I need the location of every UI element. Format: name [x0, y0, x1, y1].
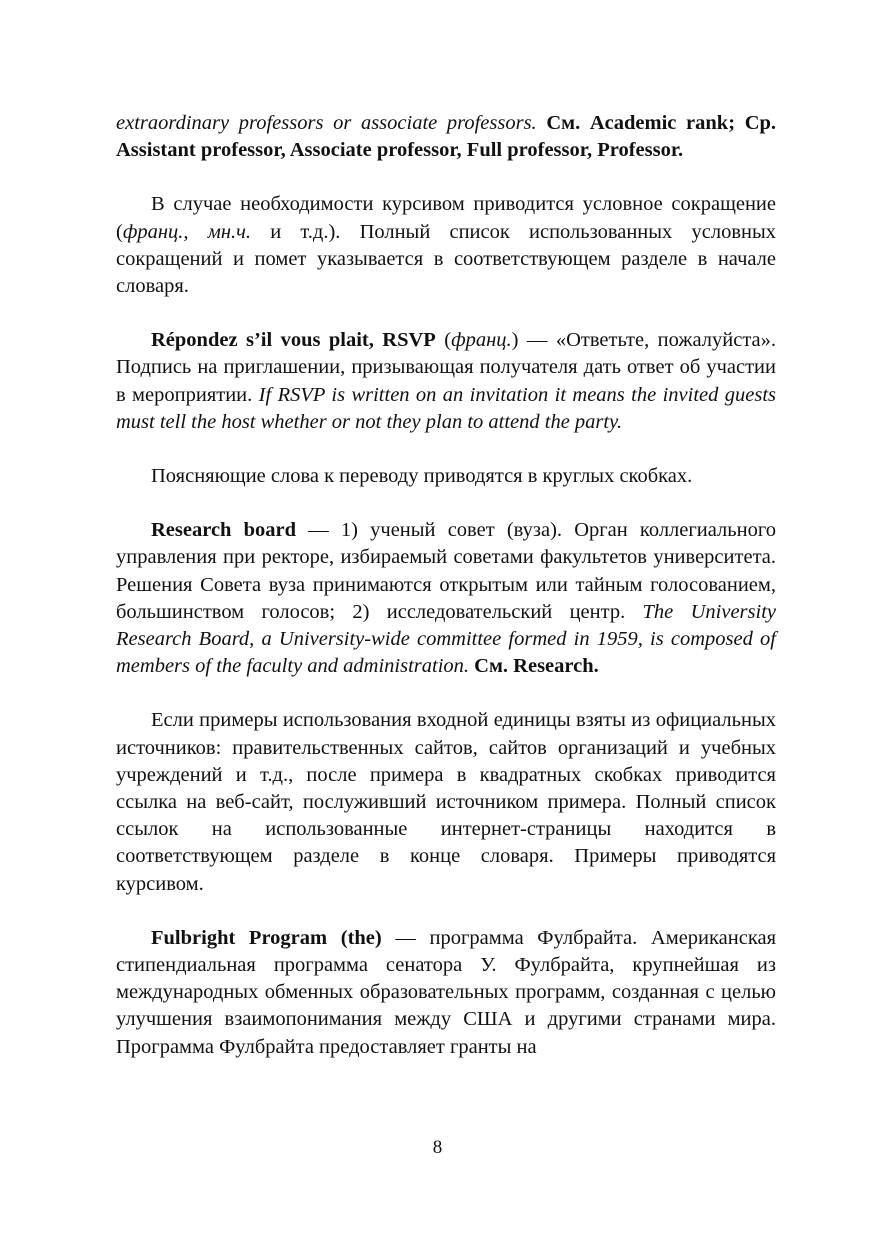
entry-research-board: [116, 517, 776, 680]
note-text: Поясняющие слова к переводу приводятся в круглых скобках.: [151, 465, 693, 488]
language-label: франц.: [451, 329, 512, 352]
headword: Research board: [151, 519, 297, 542]
page-number: 8: [432, 1137, 443, 1158]
entry-rsvp: [116, 327, 776, 436]
note-text: и т.д.). Полный список использованных условных сокращений и помет указывается в соответствующем разделе в начале словаря.: [116, 220, 776, 298]
note-abbreviations: [116, 191, 776, 300]
page-body: [116, 110, 776, 1088]
definition: — 1) ученый совет (вуза). Орган коллегиального управления при ректоре, избираемый советами факультетов университета. Решения Совета вуза принимаются открытым или тайным голосованием, большинством голосов; 2) исследовательский центр.: [116, 519, 776, 623]
note-brackets: [116, 463, 776, 490]
entry-professor-tail: [116, 110, 776, 164]
note-text: В случае необходимости курсивом приводится условное сокращение (: [116, 193, 776, 243]
see-crossref: См. Academic rank;: [546, 112, 736, 134]
abbreviation-example: франц., мн.ч.: [122, 220, 252, 243]
definition: — программа Фулбрайта. Американская стипендиальная программа сенатора У. Фулбрайта, крупнейшая из международных обменных образовательных программ, созданная с целью улучшения взаимопонимания между США и другими странами мира. Программа Фулбрайта предоставляет гранты на: [116, 926, 777, 1058]
entry-fulbright: [116, 925, 776, 1061]
note-sources: [116, 707, 776, 897]
example-text: The University Research Board, a University-wide committee formed in 1959, is composed of members of the faculty and administration.: [116, 600, 776, 678]
see-crossref: См. Research.: [474, 655, 599, 678]
note-text: Если примеры использования входной единицы взяты из официальных источников: правительственных сайтов, сайтов организаций и учебных учреждений и т.д., после примера в квадратных скобках приводится ссылка на веб-сайт, послуживший источником примера. Полный список ссылок на использованные интернет-страницы находится в соответствующем разделе в конце словаря. Примеры приводятся курсивом.: [116, 709, 776, 895]
open-paren: (: [435, 329, 452, 352]
example-text: extraordinary professors or associate professors.: [116, 112, 537, 134]
translation: ) — «Ответьте, пожалуйста». Подпись на приглашении, призывающая получателя дать ответ об участии в мероприятии.: [116, 329, 777, 406]
example-text: If RSVP is written on an invitation it means the invited guests must tell the host whether or not they plan to attend the party.: [116, 383, 777, 433]
headword: Répondez s’il vous plait, RSVP: [151, 329, 436, 352]
headword: Fulbright Program (the): [151, 926, 382, 949]
compare-crossref: Ср. Assistant professor, Associate professor, Full professor, Professor.: [116, 112, 777, 162]
